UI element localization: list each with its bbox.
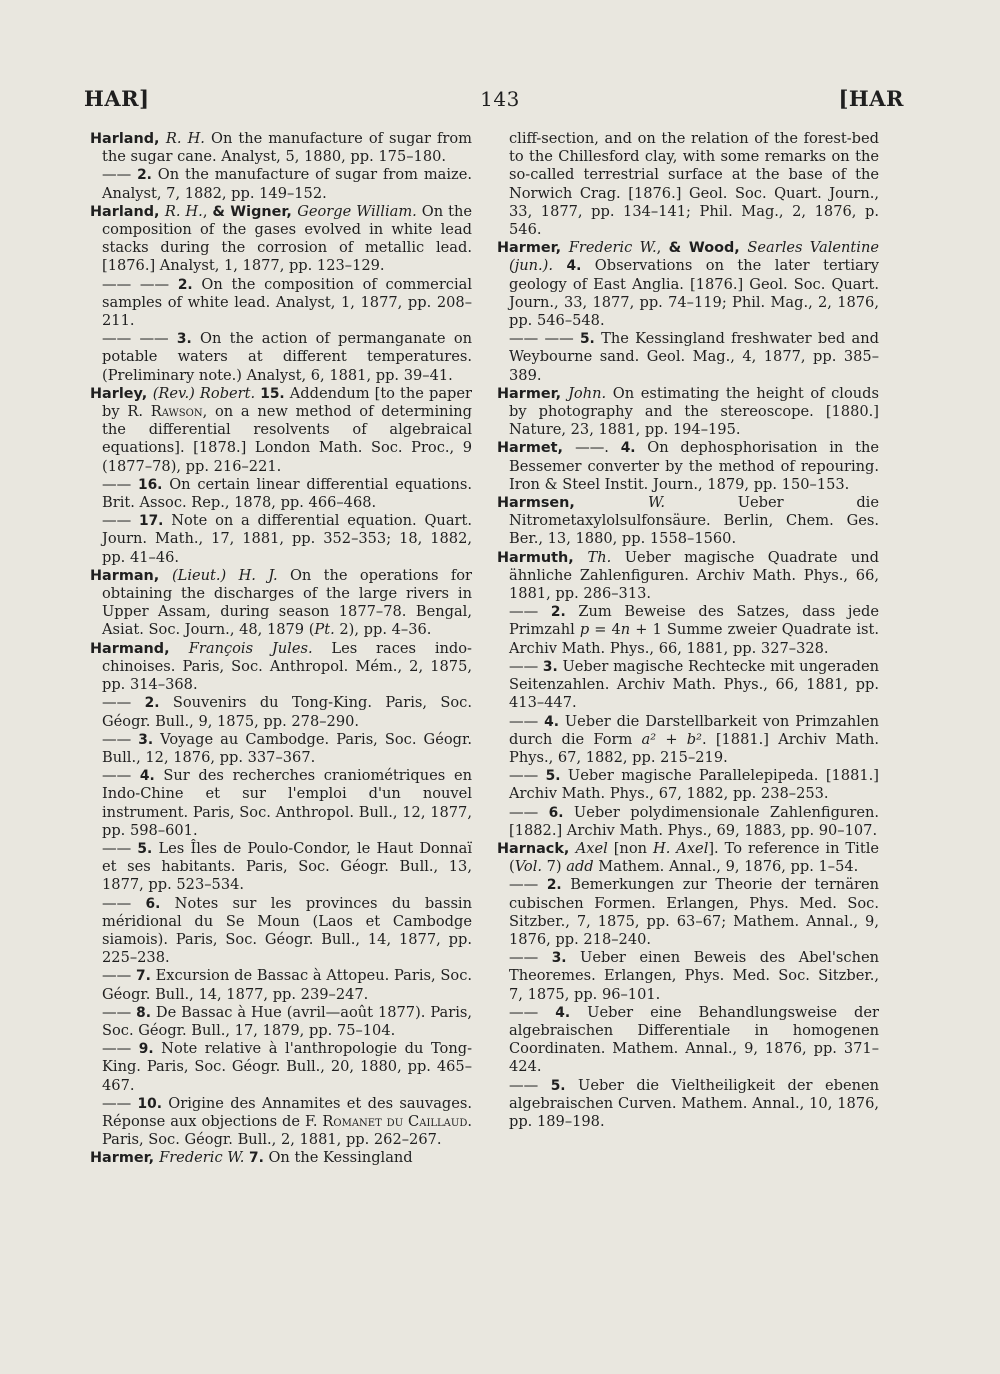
entry-text: —— ——	[102, 275, 178, 293]
bibliography-entry	[90, 1149, 472, 1167]
entry-number: 7.	[248, 1150, 264, 1167]
entry-text: Excursion de Bassac à Attopeu. Paris, Soc. Géogr. Bull., 14, 1877, pp. 239–247.	[102, 967, 473, 1003]
entry-text: ——	[102, 694, 145, 712]
entry-text: Note relative à l'anthropologie du Tong-King. Paris, Soc. Géogr. Bull., 20, 1880, pp. 465–467.	[102, 1040, 472, 1094]
entry-text: ,	[202, 202, 213, 220]
bibliography-entry	[497, 494, 879, 549]
entry-text: Sur des recherches craniométriques en Indo-Chine et sur l'emploi d'un nouvel instrument. Paris, Soc. Anthropol. Bull., 12, 1877, pp. 598–601.	[102, 767, 473, 839]
italic-text: John.	[568, 384, 607, 402]
entry-text: ——	[102, 894, 146, 912]
entry-text: cliff-section, and on the relation of the forest-bed to the Chillesford clay, with some remarks on the so-called terrestrial surface at the base of the Norwich Crag. [1876.] Geol. Soc. Quart. Journ., 33, 1877, pp. 134–141; Phil. Mag., 2, 1876, p. 546.	[509, 130, 879, 239]
bibliography-subentry	[90, 166, 472, 202]
entry-text: On the composition of the gases evolved in white lead stacks during the corrosion of metallic lead. [1876.] Analyst, 1, 1877, pp. 123–129.	[102, 202, 472, 275]
bibliography-subentry	[497, 949, 879, 1004]
author-name: Harman,	[90, 567, 172, 584]
bibliography-subentry	[497, 876, 879, 949]
entry-number: 5.	[550, 1077, 566, 1094]
bibliography-subentry	[90, 276, 472, 331]
entry-text: ——	[509, 603, 551, 621]
small-caps-text: Rawson	[150, 403, 203, 421]
small-caps-text: Romanet du Caillaud	[322, 1112, 468, 1130]
entry-number: 10.	[137, 1095, 162, 1112]
author-name: Harnack,	[497, 840, 576, 857]
entry-text: . Paris, Soc. Géogr. Bull., 2, 1881, pp. 262–267.	[102, 1112, 472, 1149]
author-name: Harland,	[90, 131, 166, 147]
entry-text: Bemerkungen zur Theorie der ternären cubischen Formen. Erlangen, Phys. Med. Soc. Sitzber., 7, 1875, pp. 63–67; Mathem. Annal., 9, 1876, pp. 218–240.	[509, 876, 879, 948]
bibliography-entry	[90, 640, 472, 695]
author-name: Harmer,	[90, 1150, 160, 1167]
entry-text: Notes sur les provinces du bassin méridional du Se Moun (Laos et Cambodge siamois). Paris, Soc. Géogr. Bull., 14, 1877, pp. 225–238.	[102, 894, 472, 967]
entry-text: Ueber einen Beweis des Abel'schen Theoremes. Erlangen, Phys. Med. Soc. Sitzber., 7, 1875, pp. 96–101.	[509, 949, 880, 1003]
entry-number: 4.	[555, 1004, 571, 1021]
entry-text: Ueber die Darstellbarkeit von Primzahlen durch die Form	[509, 712, 880, 748]
entry-number: 4.	[566, 258, 582, 275]
entry-number: 3.	[176, 331, 192, 348]
entry-text: ——	[102, 166, 138, 184]
bibliography-subentry	[497, 658, 879, 713]
entry-text: Ueber polydimensionale Zahlenfiguren. [1882.] Archiv Math. Phys., 69, 1883, pp. 90–107.	[509, 803, 879, 839]
entry-text: ——	[102, 839, 138, 857]
bibliography-subentry	[90, 1095, 472, 1150]
entry-number: 5.	[137, 840, 153, 857]
entry-text: ——	[102, 475, 138, 493]
entry-text: ——	[509, 1076, 551, 1094]
italic-text: R. H.	[164, 202, 203, 220]
author-name: Harmer,	[497, 240, 569, 257]
entry-text: ——	[102, 1094, 138, 1112]
entry-number: 5.	[545, 768, 561, 785]
entry-text: ,	[656, 239, 669, 257]
entry-text: = 4	[589, 621, 621, 639]
italic-text: Th.	[587, 548, 612, 566]
entry-text: Ueber magische Parallelepipeda. [1881.] Archiv Math. Phys., 67, 1882, pp. 238–253.	[509, 767, 879, 803]
left-column	[90, 130, 472, 1168]
italic-text: Axel	[575, 839, 608, 857]
bibliography-subentry	[90, 694, 472, 730]
entry-text: ——	[102, 1040, 139, 1058]
bibliography-entry	[497, 549, 879, 604]
author-name: & Wigner,	[212, 203, 298, 220]
bibliography-subentry	[497, 330, 879, 385]
author-name: Harmer,	[497, 385, 569, 402]
italic-text: H. Axel	[652, 839, 709, 857]
entry-number: 6.	[548, 804, 564, 821]
bibliography-subentry	[497, 1004, 879, 1077]
entry-text: . [1881.] Archiv Math. Phys., 67, 1882, pp. 215–219.	[509, 730, 879, 766]
bibliography-entry	[497, 385, 879, 440]
entry-text: On dephosphorisation in the Bessemer converter by the method of repouring. Iron & Steel Instit. Journ., 1879, pp. 150–153.	[509, 439, 879, 493]
entry-text: On the operations for obtaining the discharges of the large rivers in Upper Assam, during season 1877–78. Bengal, Asiat. Soc. Journ., 48, 1879 (	[102, 566, 472, 639]
entry-number: 2.	[137, 167, 152, 184]
entry-number: 8.	[136, 1004, 151, 1021]
entry-text: ——	[509, 876, 547, 894]
italic-text: François Jules.	[188, 639, 313, 657]
italic-text: a² + b²	[641, 730, 702, 748]
bibliography-entry	[90, 130, 472, 166]
italic-text: Vol.	[514, 858, 542, 876]
entry-text: ——	[102, 767, 140, 785]
entry-text: On estimating the height of clouds by photography and the stereoscope. [1880.] Nature, 23, 1881, pp. 194–195.	[509, 384, 879, 439]
entry-text: Voyage au Cambodge. Paris, Soc. Géogr. Bull., 12, 1876, pp. 337–367.	[102, 730, 472, 766]
page-number: 143	[480, 87, 520, 111]
entry-text: On the manufacture of sugar from the sugar cane. Analyst, 5, 1880, pp. 175–180.	[102, 130, 472, 166]
entry-text: ——	[102, 512, 139, 530]
entry-number: 2.	[550, 604, 566, 621]
entry-number: 6.	[145, 895, 161, 912]
italic-text: p	[579, 621, 590, 639]
entry-text: ——	[102, 730, 139, 748]
entry-number: 2.	[546, 877, 562, 894]
italic-text: R. H.	[165, 130, 205, 147]
entry-text	[553, 257, 566, 274]
entry-text: ——.	[575, 439, 621, 457]
italic-text: W.	[647, 494, 666, 512]
entry-number: 3.	[551, 950, 567, 967]
entry-text: ——	[509, 803, 549, 821]
bibliography-subentry	[497, 603, 879, 658]
entry-number: 2.	[144, 695, 160, 712]
entry-number: 15.	[260, 385, 285, 402]
author-name: & Wood,	[668, 240, 748, 257]
entry-number: 4.	[620, 440, 636, 457]
entry-text: Ueber magische Quadrate und ähnliche Zahlenfiguren. Archiv Math. Phys., 66, 1881, pp. 286–313.	[509, 548, 879, 603]
bibliography-subentry	[90, 731, 472, 767]
entry-text: + 1 Summe zweier Quadrate ist. Archiv Math. Phys., 66, 1881, pp. 327–328.	[509, 621, 879, 657]
italic-text: Frederic W.	[159, 1149, 245, 1167]
bibliography-subentry	[497, 767, 879, 803]
bibliography-subentry	[90, 767, 472, 840]
entry-number: 3.	[138, 731, 154, 748]
entry-text: ——	[509, 1003, 556, 1021]
bibliography-subentry	[90, 476, 472, 512]
italic-text: n	[620, 621, 631, 639]
entry-text: ——	[509, 712, 545, 730]
entry-text: On the composition of commercial samples of white lead. Analyst, 1, 1877, pp. 208–211.	[102, 275, 472, 330]
bibliography-subentry	[90, 1040, 472, 1095]
entry-text: ——	[509, 767, 546, 785]
italic-text: (Rev.) Robert.	[152, 384, 256, 402]
bibliography-subentry	[90, 840, 472, 895]
entry-text: On certain linear differential equations. Brit. Assoc. Rep., 1878, pp. 466–468.	[102, 475, 472, 512]
bibliography-entry	[90, 567, 472, 640]
bibliography-subentry	[90, 512, 472, 567]
running-head-right: [HAR	[838, 86, 904, 111]
bibliography-subentry	[90, 895, 472, 968]
author-name: Harland,	[90, 203, 165, 220]
entry-text: Note on a differential equation. Quart. Journ. Math., 17, 1881, pp. 352–353; 18, 1882, pp. 41–46.	[102, 512, 473, 566]
bibliography-entry	[497, 439, 879, 494]
entry-text: The Kessingland freshwater bed and Weybourne sand. Geol. Mag., 4, 1877, pp. 385–389.	[509, 330, 879, 384]
bibliography-subentry	[90, 330, 472, 385]
bibliography-entry	[90, 385, 472, 476]
entry-text: On the manufacture of sugar from maize. Analyst, 7, 1882, pp. 149–152.	[102, 166, 472, 202]
entry-text: ]. To reference in Title (	[509, 839, 879, 876]
entry-text: ——	[509, 949, 552, 967]
entry-text: Ueber die Nitrometaxylolsulfonsäure. Berlin, Chem. Ges. Ber., 13, 1880, pp. 1558–1560.	[509, 494, 879, 548]
bibliography-entry	[90, 203, 472, 276]
entry-number: 4.	[544, 713, 559, 730]
entry-text: Origine des Annamites et des sauvages. Réponse aux objections de F.	[102, 1094, 473, 1130]
entry-text: Ueber eine Behandlungsweise der algebraischen Differentiale in homogenen Coordinaten. Mathem. Annal., 9, 1876, pp. 371–424.	[509, 1003, 879, 1076]
entry-text: Les races indo-chinoises. Paris, Soc. Anthropol. Mém., 2, 1875, pp. 314–368.	[102, 639, 472, 694]
entry-text: Observations on the later tertiary geology of East Anglia. [1876.] Geol. Soc. Quart. Journ., 33, 1877, pp. 74–119; Phil. Mag., 2, 1876, pp. 546–548.	[509, 257, 880, 330]
entry-number: 17.	[138, 513, 164, 530]
entry-text: [non	[607, 839, 653, 857]
entry-text: Les Îles de Poulo-Condor, le Haut Donnaï et ses habitants. Paris, Soc. Géogr. Bull., 13, 1877, pp. 523–534.	[102, 839, 473, 894]
author-name: Harmuth,	[497, 549, 588, 566]
bibliography-continuation	[497, 130, 879, 239]
entry-text: Ueber magische Rechtecke mit ungeraden Seitenzahlen. Archiv Math. Phys., 66, 1881, pp. 413–447.	[509, 657, 879, 712]
italic-text: Pt.	[314, 621, 335, 639]
entry-text: On the action of permanganate on potable waters at different temperatures. (Preliminary note.) Analyst, 6, 1881, pp. 39–41.	[102, 330, 472, 384]
entry-text: On the Kessingland	[263, 1149, 413, 1167]
entry-text: Addendum [to the paper by R.	[102, 384, 472, 421]
author-name: Harmsen,	[497, 495, 648, 512]
entry-number: 5.	[579, 331, 595, 348]
bibliography-subentry	[90, 967, 472, 1003]
entry-number: 16.	[137, 476, 163, 493]
entry-text: ——	[509, 657, 543, 675]
entry-number: 9.	[138, 1041, 154, 1058]
entry-number: 7.	[135, 968, 151, 985]
bibliography-subentry	[497, 804, 879, 840]
entry-text: 7)	[542, 858, 567, 876]
author-name: Harmand,	[90, 640, 189, 657]
italic-text: Searles Valentine (jun.).	[509, 239, 879, 275]
bibliography-subentry	[497, 713, 879, 768]
entry-text: 2), pp. 4–36.	[334, 621, 432, 639]
entry-text: Souvenirs du Tong-King. Paris, Soc. Géogr. Bull., 9, 1875, pp. 278–290.	[102, 694, 472, 730]
entry-text: ——	[102, 967, 136, 985]
bibliography-entry	[497, 840, 879, 876]
entry-text: Mathem. Annal., 9, 1876, pp. 1–54.	[593, 858, 859, 876]
italic-text: Frederic W.	[568, 239, 657, 257]
bibliography-entry	[497, 239, 879, 330]
italic-text: add	[566, 858, 594, 876]
bibliography-subentry	[497, 1077, 879, 1132]
author-name: Harmet,	[497, 440, 576, 457]
entry-text: ——	[102, 1003, 137, 1021]
entry-number: 2.	[177, 276, 193, 293]
bibliography-subentry	[90, 1004, 472, 1040]
right-column	[497, 130, 879, 1131]
entry-text: —— ——	[509, 330, 580, 348]
entry-number: 3.	[542, 658, 558, 675]
author-name: Harley,	[90, 385, 153, 402]
entry-text: Zum Beweise des Satzes, dass jede Primzahl	[509, 603, 880, 639]
italic-text: (Lieut.) H. J.	[171, 566, 278, 584]
entry-text: Ueber die Vieltheiligkeit der ebenen algebraischen Curven. Mathem. Annal., 10, 1876, pp. 189–198.	[509, 1076, 880, 1130]
italic-text: George William.	[297, 202, 417, 220]
entry-text: De Bassac à Hue (avril—août 1877). Paris, Soc. Géogr. Bull., 17, 1879, pp. 75–104.	[102, 1003, 472, 1039]
entry-text: , on a new method of determining the differential resolvents of algebraical equations]. [1878.] London Math. Soc. Proc., 9 (1877–78), pp. 216–221.	[102, 403, 472, 475]
entry-text: —— ——	[102, 330, 177, 348]
running-head-left: HAR]	[84, 86, 150, 111]
entry-number: 4.	[139, 768, 155, 785]
